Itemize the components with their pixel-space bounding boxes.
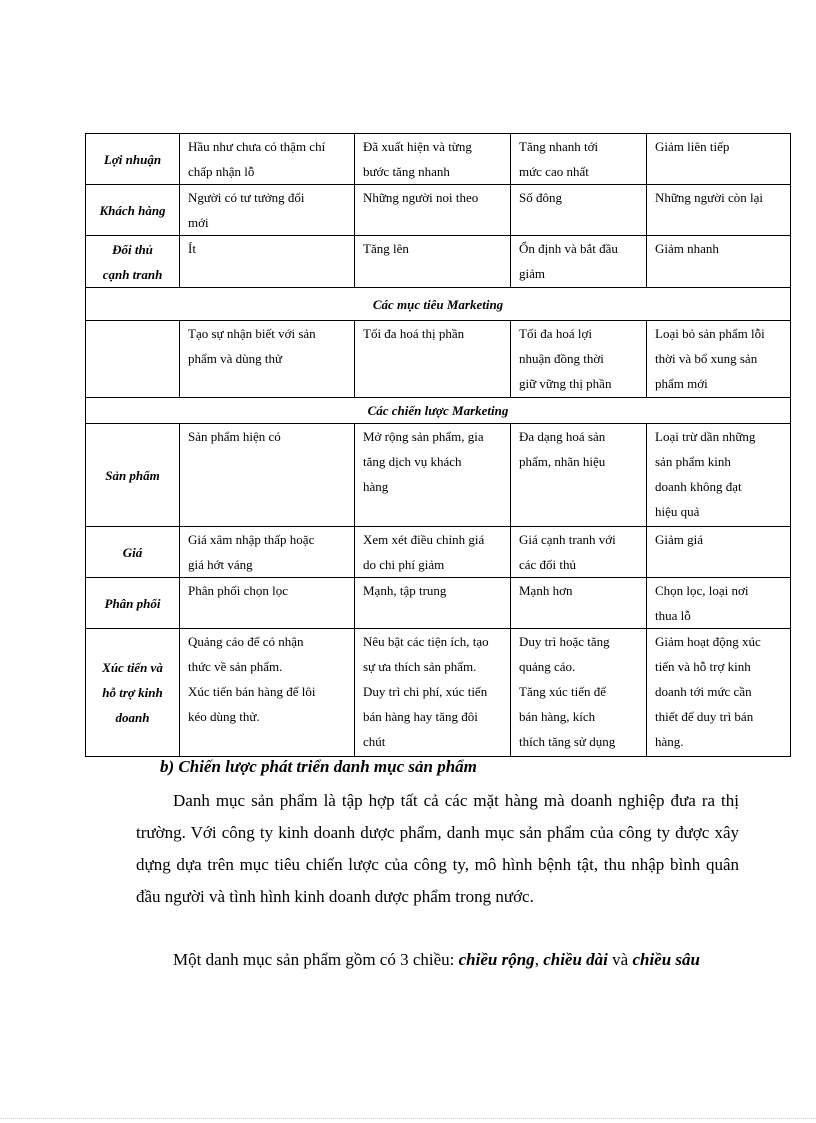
table-cell: Giá xâm nhập thấp hoặc giá hớt váng bbox=[180, 527, 355, 578]
table-row bbox=[86, 527, 791, 578]
table-cell: Đa dạng hoá sản phẩm, nhãn hiệu bbox=[511, 424, 647, 527]
table-cell: Số đông bbox=[511, 185, 647, 236]
table-section-row bbox=[86, 288, 791, 321]
row-header-price: Giá bbox=[86, 527, 180, 578]
term-depth: chiều sâu bbox=[632, 950, 700, 969]
table-cell: Tạo sự nhận biết với sản phẩm và dùng thử bbox=[180, 321, 355, 398]
table-cell: Tăng lên bbox=[355, 236, 511, 288]
table-row bbox=[86, 578, 791, 629]
section-heading-b: b) Chiến lược phát triển danh mục sản phẩm bbox=[160, 757, 477, 776]
table-cell: Tăng nhanh tới mức cao nhất bbox=[511, 134, 647, 185]
row-header-distribution: Phân phối bbox=[86, 578, 180, 629]
table-cell: Hầu như chưa có thậm chí chấp nhận lỗ bbox=[180, 134, 355, 185]
table-row bbox=[86, 321, 791, 398]
paragraph-product-portfolio: Danh mục sản phẩm là tập hợp tất cả các mặt hàng mà doanh nghiệp đưa ra thị trường. Với công ty kinh doanh dược phẩm, danh mục sản phẩm của công ty được xây dựng dựa trên mục tiêu chiến lược của công ty, mô hình bệnh tật, thu nhập bình quân đầu người và tình hình kinh doanh dược phẩm trong nước. bbox=[136, 791, 739, 906]
table-cell: Loại bỏ sản phẩm lỗi thời và bổ xung sản phẩm mới bbox=[647, 321, 791, 398]
table-cell: Phân phối chọn lọc bbox=[180, 578, 355, 629]
term-length: chiều dài bbox=[543, 950, 608, 969]
row-header-promotion: Xúc tiến và hỗ trợ kinh doanh bbox=[86, 629, 180, 757]
table-cell: Sản phẩm hiện có bbox=[180, 424, 355, 527]
row-header-product: Sản phẩm bbox=[86, 424, 180, 527]
table-cell: Ít bbox=[180, 236, 355, 288]
table-row bbox=[86, 134, 791, 185]
table-row bbox=[86, 185, 791, 236]
product-life-cycle-table bbox=[85, 133, 791, 757]
table-row bbox=[86, 629, 791, 757]
table-cell: Đã xuất hiện và từng bước tăng nhanh bbox=[355, 134, 511, 185]
table-section-row bbox=[86, 398, 791, 424]
table-cell: Nêu bật các tiện ích, tạo sự ưa thích sản phẩm. Duy trì chi phí, xúc tiến bán hàng hay tăng đôi chút bbox=[355, 629, 511, 757]
row-header-competitors: Đối thủ cạnh tranh bbox=[86, 236, 180, 288]
table-cell: Loại trừ dần những sản phẩm kinh doanh không đạt hiệu quả bbox=[647, 424, 791, 527]
table-cell: Giảm hoạt động xúc tiến và hỗ trợ kinh doanh tới mức cần thiết để duy trì bán hàng. bbox=[647, 629, 791, 757]
table-cell: Những người noi theo bbox=[355, 185, 511, 236]
table-cell: Mạnh hơn bbox=[511, 578, 647, 629]
table-cell: Những người còn lại bbox=[647, 185, 791, 236]
table-cell: Tối đa hoá lợi nhuận đồng thời giữ vững thị phần bbox=[511, 321, 647, 398]
table-cell: Chọn lọc, loại nơi thua lỗ bbox=[647, 578, 791, 629]
table-cell: Mở rộng sản phẩm, gia tăng dịch vụ khách hàng bbox=[355, 424, 511, 527]
table-cell-empty bbox=[86, 321, 180, 398]
table-row bbox=[86, 236, 791, 288]
table-cell: Quảng cáo để có nhận thức về sản phẩm. Xúc tiến bán hàng để lôi kéo dùng thử. bbox=[180, 629, 355, 757]
table-cell: Duy trì hoặc tăng quảng cáo. Tăng xúc tiến để bán hàng, kích thích tăng sử dụng bbox=[511, 629, 647, 757]
page-bottom-divider bbox=[0, 1118, 816, 1119]
table-cell: Giảm nhanh bbox=[647, 236, 791, 288]
table-cell: Xem xét điều chỉnh giá do chi phí giảm bbox=[355, 527, 511, 578]
table-cell: Ổn định và bắt đầu giảm bbox=[511, 236, 647, 288]
table-cell: Tối đa hoá thị phần bbox=[355, 321, 511, 398]
table-cell: Người có tư tưởng đổi mới bbox=[180, 185, 355, 236]
paragraph-three-dimensions: Một danh mục sản phẩm gồm có 3 chiều: chiều rộng, chiều dài và chiều sâu bbox=[173, 950, 700, 969]
table-cell: Giảm giá bbox=[647, 527, 791, 578]
table-cell: Mạnh, tập trung bbox=[355, 578, 511, 629]
section-marketing-strategies: Các chiến lược Marketing bbox=[86, 398, 791, 424]
row-header-profit: Lợi nhuận bbox=[86, 134, 180, 185]
section-marketing-objectives: Các mục tiêu Marketing bbox=[86, 288, 791, 321]
table-cell: Giảm liên tiếp bbox=[647, 134, 791, 185]
row-header-customers: Khách hàng bbox=[86, 185, 180, 236]
term-width: chiều rộng bbox=[458, 950, 535, 969]
table-row bbox=[86, 424, 791, 527]
table-cell: Giá cạnh tranh với các đối thủ bbox=[511, 527, 647, 578]
